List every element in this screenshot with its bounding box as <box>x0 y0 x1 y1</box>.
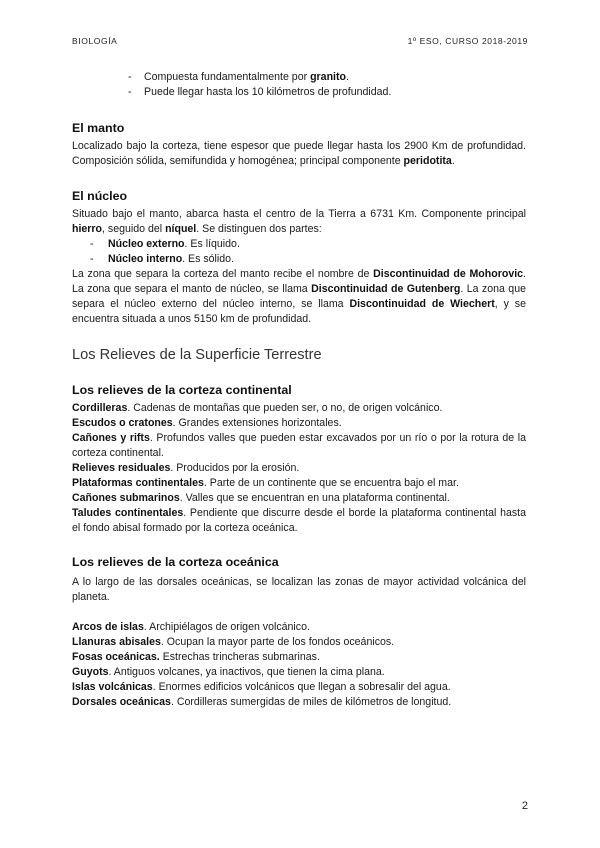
list-item: Taludes continentales. Pendiente que discurre desde el borde la plataforma continental hasta el fondo abisal formado por la corteza oceánica. <box>72 507 526 534</box>
list-item: - Núcleo interno. Es sólido. <box>90 253 234 265</box>
oceanica-intro: A lo largo de las dorsales oceánicas, se localizan las zonas de mayor actividad volcánica del planeta. <box>72 576 526 603</box>
header-subject: BIOLOGÍA <box>72 36 118 46</box>
nucleo-intro: Situado bajo el manto, abarca hasta el centro de la Tierra a 6731 Km. Componente principal hierro, seguido del níquel. Se distinguen dos partes: <box>72 208 526 235</box>
oceanica-list <box>72 620 526 710</box>
list-item: - Puede llegar hasta los 10 kilómetros de profundidad. <box>128 86 392 98</box>
dash-bullet: - <box>90 238 94 250</box>
list-item: Fosas oceánicas. Estrechas trincheras submarinas. <box>72 651 320 663</box>
page-content <box>72 70 526 710</box>
heading-relieves: Los Relieves de la Superficie Terrestre <box>72 347 322 363</box>
section-title-oceanica: Los relieves de la corteza oceánica <box>72 555 279 569</box>
section-title-nucleo: El núcleo <box>72 189 128 203</box>
list-item: Guyots. Antiguos volcanes, ya inactivos, que tienen la cima plana. <box>72 666 385 678</box>
list-item: - Compuesta fundamentalmente por granito. <box>128 71 349 83</box>
list-item: Cañones y rifts. Profundos valles que pueden estar excavados por un río o por la rotura de la corteza continental. <box>72 432 526 459</box>
list-item: Arcos de islas. Archipiélagos de origen volcánico. <box>72 621 310 633</box>
discontinuities-paragraph: La zona que separa la corteza del manto recibe el nombre de Discontinuidad de Mohorovic. La zona que separa el manto de núcleo, se llama Discontinuidad de Gutenberg. La zona que separa el núcleo externo del núcleo interno, se llama Discontinuidad de Wiechert, y se encuentra situada a unos 5150 km de profundidad. <box>72 268 526 325</box>
manto-paragraph: Localizado bajo la corteza, tiene espesor que puede llegar hasta los 2900 Km de profundidad. Composición sólida, semifundida y homogénea; principal componente peridotita. <box>72 140 526 167</box>
corteza-list <box>72 70 526 100</box>
header-course: 1º ESO, CURSO 2018-2019 <box>407 36 528 46</box>
dash-bullet: - <box>90 253 94 265</box>
list-item: Llanuras abisales. Ocupan la mayor parte de los fondos oceánicos. <box>72 636 395 648</box>
list-item: Escudos o cratones. Grandes extensiones horizontales. <box>72 417 342 429</box>
page-number: 2 <box>521 800 528 812</box>
list-item: Islas volcánicas. Enormes edificios volcánicos que llegan a sobresalir del agua. <box>72 681 451 693</box>
section-title-continental: Los relieves de la corteza continental <box>72 383 292 397</box>
list-item: Plataformas continentales. Parte de un continente que se encuentra bajo el mar. <box>72 477 459 489</box>
list-item: Cañones submarinos. Valles que se encuentran en una plataforma continental. <box>72 492 450 504</box>
nucleo-parts-list <box>72 237 526 267</box>
list-item: - Núcleo externo. Es líquido. <box>90 238 240 250</box>
list-item: Relieves residuales. Producidos por la erosión. <box>72 462 300 474</box>
continental-list <box>72 401 526 536</box>
list-item: Cordilleras. Cadenas de montañas que pueden ser, o no, de origen volcánico. <box>72 402 443 414</box>
section-title-manto: El manto <box>72 121 125 135</box>
dash-bullet: - <box>128 86 132 98</box>
list-item: Dorsales oceánicas. Cordilleras sumergidas de miles de kilómetros de longitud. <box>72 696 452 708</box>
dash-bullet: - <box>128 71 132 83</box>
